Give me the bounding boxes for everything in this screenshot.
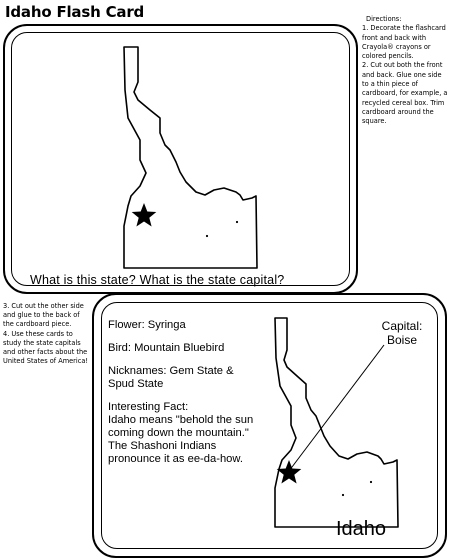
state-bird: Bird: Mountain Bluebird <box>108 342 225 354</box>
directions-title: Directions: <box>366 15 402 23</box>
interesting-fact-text: Idaho means "behold the sun coming down the mountain." The Shashoni Indians pronounce it as ee-da-how. <box>108 414 254 465</box>
city-dot <box>370 481 372 483</box>
back-facts <box>108 319 256 466</box>
interesting-fact-label: Interesting Fact: <box>108 401 189 413</box>
direction-step: 4. Use these cards to study the state capitals and other facts about the United States of America! <box>3 329 89 366</box>
capital-label: Capital: <box>381 319 423 333</box>
direction-step: 3. Cut out the other side and glue to the back of the cardboard piece. <box>3 302 84 329</box>
state-name: Idaho <box>336 518 387 540</box>
state-nicknames: Nicknames: Gem State & Spud State <box>108 365 234 390</box>
idaho-outline-back <box>275 318 398 527</box>
city-dot <box>342 494 344 496</box>
front-question: What is this state? What is the state capital? <box>30 273 285 287</box>
direction-step: 2. Cut out both the front and back. Glue one side to a thin piece of cardboard, for example, a recycled cereal box. Trim cardboard around the square. <box>362 61 448 126</box>
capital-name: Boise <box>386 333 418 347</box>
page-title: Idaho Flash Card <box>5 3 145 21</box>
state-flower: Flower: Syringa <box>108 319 186 331</box>
capital-label-block <box>372 319 432 347</box>
direction-step: 1. Decorate the flashcard front and back with Crayola® crayons or colored pencils. <box>362 24 446 61</box>
